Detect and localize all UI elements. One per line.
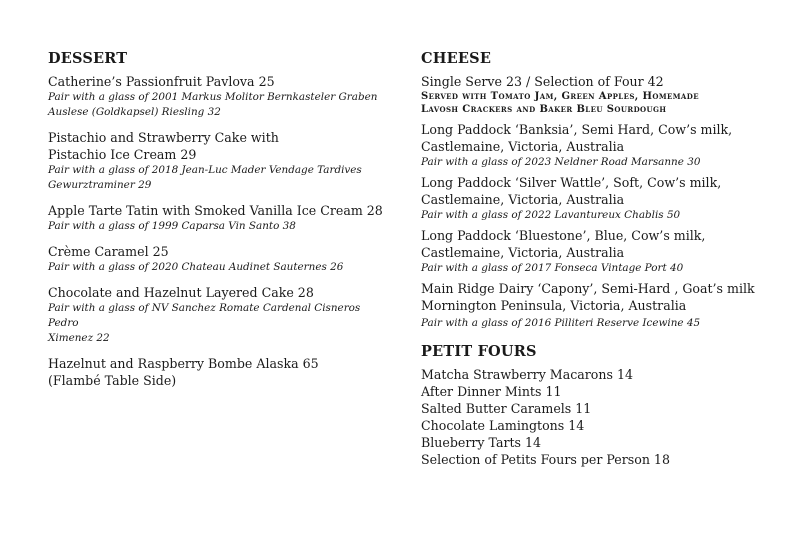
cheese-item-pairing: Pair with a glass of 2016 Pilliteri Reserve Icewine 45 [421, 317, 701, 329]
dessert-item [48, 243, 393, 275]
cheese-price-line: Single Serve 23 / Selection of Four 42 [421, 74, 664, 89]
dessert-item-name: Catherine’s Passionfruit Pavlova 25 [48, 74, 275, 89]
cheese-item-name: Long Paddock ‘Bluestone’, Blue, Cow’s milk, [421, 228, 706, 243]
dessert-item [48, 73, 393, 120]
dessert-item [48, 355, 393, 389]
cheese-section [421, 50, 766, 468]
dessert-item [48, 129, 393, 193]
cheese-item-pairing: Pair with a glass of 2023 Neldner Road Marsanne 30 [421, 156, 701, 168]
dessert-item-note: (Flambé Table Side) [48, 373, 177, 388]
cheese-item-name: Long Paddock ‘Silver Wattle’, Soft, Cow’s milk, [421, 175, 722, 190]
cheese-served-with: Served with Tomato Jam, Green Apples, Homemade [421, 91, 699, 102]
cheese-item-origin: Castlemaine, Victoria, Australia [421, 139, 625, 154]
dessert-item-pairing: Pair with a glass of NV Sanchez Romate Cardenal Cisneros Pedro [48, 302, 361, 329]
dessert-item-pairing: Auslese (Goldkapsel) Riesling 32 [48, 106, 221, 118]
cheese-item [421, 174, 766, 223]
petit-fours-list [421, 366, 766, 468]
petit-fours-item: Matcha Strawberry Macarons 14 [421, 367, 633, 382]
dessert-item-name: Crème Caramel 25 [48, 244, 169, 259]
petit-fours-item: Selection of Petits Fours per Person 18 [421, 452, 670, 467]
dessert-item [48, 284, 393, 346]
petit-fours-item: Blueberry Tarts 14 [421, 435, 542, 450]
cheese-item [421, 280, 766, 331]
dessert-item-name: Pistachio and Strawberry Cake with [48, 130, 279, 145]
cheese-heading: CHEESE [421, 50, 492, 67]
cheese-item-pairing: Pair with a glass of 2022 Lavantureux Chablis 50 [421, 209, 681, 221]
cheese-item-name: Long Paddock ‘Banksia’, Semi Hard, Cow’s milk, [421, 122, 733, 137]
cheese-item-pairing: Pair with a glass of 2017 Fonseca Vintage Port 40 [421, 262, 684, 274]
petit-fours-item: Salted Butter Caramels 11 [421, 401, 592, 416]
dessert-item-pairing: Pair with a glass of 2020 Chateau Audinet Sauternes 26 [48, 261, 344, 273]
dessert-item-pairing: Pair with a glass of 2001 Markus Molitor Bernkasteler Graben [48, 91, 378, 103]
dessert-item-pairing: Pair with a glass of 1999 Caparsa Vin Santo 38 [48, 220, 296, 232]
dessert-item-pairing: Gewurztraminer 29 [48, 179, 152, 191]
dessert-section [48, 50, 393, 398]
petit-fours-item: After Dinner Mints 11 [421, 384, 562, 399]
cheese-item [421, 227, 766, 276]
cheese-item-origin: Mornington Peninsula, Victoria, Australia [421, 298, 687, 313]
dessert-heading: DESSERT [48, 50, 128, 67]
dessert-item [48, 202, 393, 234]
dessert-item-pairing: Ximenez 22 [48, 332, 110, 344]
petit-fours-item: Chocolate Lamingtons 14 [421, 418, 585, 433]
cheese-item-origin: Castlemaine, Victoria, Australia [421, 245, 625, 260]
cheese-item-name: Main Ridge Dairy ‘Capony’, Semi-Hard , Goat’s milk [421, 281, 755, 296]
cheese-served-with: Lavosh Crackers and Baker Bleu Sourdough [421, 104, 667, 115]
cheese-item [421, 121, 766, 170]
cheese-item-origin: Castlemaine, Victoria, Australia [421, 192, 625, 207]
dessert-item-name: Hazelnut and Raspberry Bombe Alaska 65 [48, 356, 319, 371]
dessert-item-name: Apple Tarte Tatin with Smoked Vanilla Ice Cream 28 [48, 203, 383, 218]
petit-fours-heading: PETIT FOURS [421, 343, 537, 360]
dessert-item-name: Pistachio Ice Cream 29 [48, 147, 197, 162]
dessert-item-name: Chocolate and Hazelnut Layered Cake 28 [48, 285, 314, 300]
cheese-intro-block [421, 73, 766, 116]
dessert-item-pairing: Pair with a glass of 2018 Jean-Luc Mader Vendage Tardives [48, 164, 362, 176]
